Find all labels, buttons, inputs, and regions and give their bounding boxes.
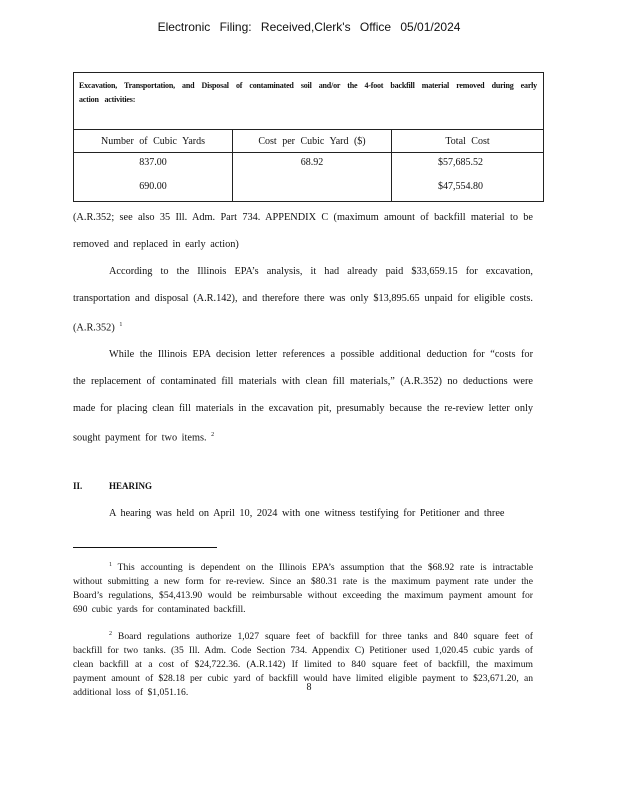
table-cell: $47,554.80	[392, 177, 544, 202]
footnote-ref-2: 2	[211, 432, 215, 439]
table-row	[74, 177, 544, 202]
paragraph-citation: (A.R.352; see also 35 Ill. Adm. Part 734. APPENDIX C (maximum amount of backfill material to be removed and replaced in early action)	[73, 212, 533, 250]
paragraph-epa-analysis	[73, 258, 533, 341]
paragraph-hearing: A hearing was held on April 10, 2024 with one witness testifying for Petitioner and three	[109, 508, 505, 519]
table-row	[74, 153, 544, 178]
section-number: II.	[73, 481, 83, 491]
footnote-text: Board regulations authorize 1,027 square feet of backfill for three tanks and 840 square feet of backfill for two tanks. (35 Ill. Adm. Code Section 734. Appendix C) Petitioner used 1,020.45 cubic yards of clean backfill at a cost of $24,722.36. (A.R.142) If limited to 840 square feet of backfill, the maximum payment amount of $28.18 per cubic yard of backfill would have limited eligible payment to $23,671.20, an additional loss of $1,051.16.	[73, 631, 533, 699]
column-header-total-cost: Total Cost	[392, 130, 544, 153]
paragraph-text: According to the Illinois EPA’s analysis, it had already paid $33,659.15 for excavation, transportation and disposal (A.R.142), and therefore there was only $13,895.65 unpaid for eligible costs. (A.R.352)	[73, 266, 533, 334]
section-heading	[73, 481, 152, 491]
page-number: 8	[306, 682, 312, 693]
column-header-cubic-yards: Number of Cubic Yards	[74, 130, 233, 153]
table-cell: 690.00	[74, 177, 233, 202]
footnote-text: This accounting is dependent on the Illinois EPA’s assumption that the $68.92 rate is intractable without submitting a new form for re-review. Since an $80.31 rate is the maximum payment rate under the Board’s regulations, $54,413.90 would be reimbursable without exceeding the maximum payment amount for 690 cubic yards for contaminated backfill.	[73, 562, 533, 616]
table-cell: 837.00	[74, 153, 233, 178]
column-header-cost-per-yard: Cost per Cubic Yard ($)	[233, 130, 392, 153]
section-title: HEARING	[109, 481, 153, 491]
footnote-mark: 2	[109, 631, 112, 638]
table-header-row	[74, 130, 544, 153]
footnote	[73, 558, 533, 617]
table-cell: 68.92	[233, 153, 392, 178]
footnote-mark: 1	[109, 562, 112, 568]
table-cell: $57,685.52	[392, 153, 544, 178]
paragraph-decision-letter	[73, 341, 533, 451]
cost-table	[73, 72, 544, 202]
table-cell	[233, 177, 392, 202]
footnote-ref-1: 1	[119, 322, 123, 328]
paragraph-text: While the Illinois EPA decision letter references a possible additional deduction for “costs for the replacement of contaminated fill materials with clean fill materials,” (A.R.352) no deductions were made for placing clean fill materials in the excavation pit, presumably because the re-review letter only sought payment for two items.	[73, 349, 533, 444]
hearing-body	[73, 500, 533, 527]
table-intro: Excavation, Transportation, and Disposal of contaminated soil and/or the 4-foot backfill material removed during early action activities:	[74, 73, 544, 130]
table-intro-row	[74, 73, 544, 130]
footnote-divider	[73, 547, 217, 548]
filing-stamp-header: Electronic Filing: Received,Clerk's Office 05/01/2024	[157, 20, 461, 34]
body-text	[73, 204, 533, 452]
